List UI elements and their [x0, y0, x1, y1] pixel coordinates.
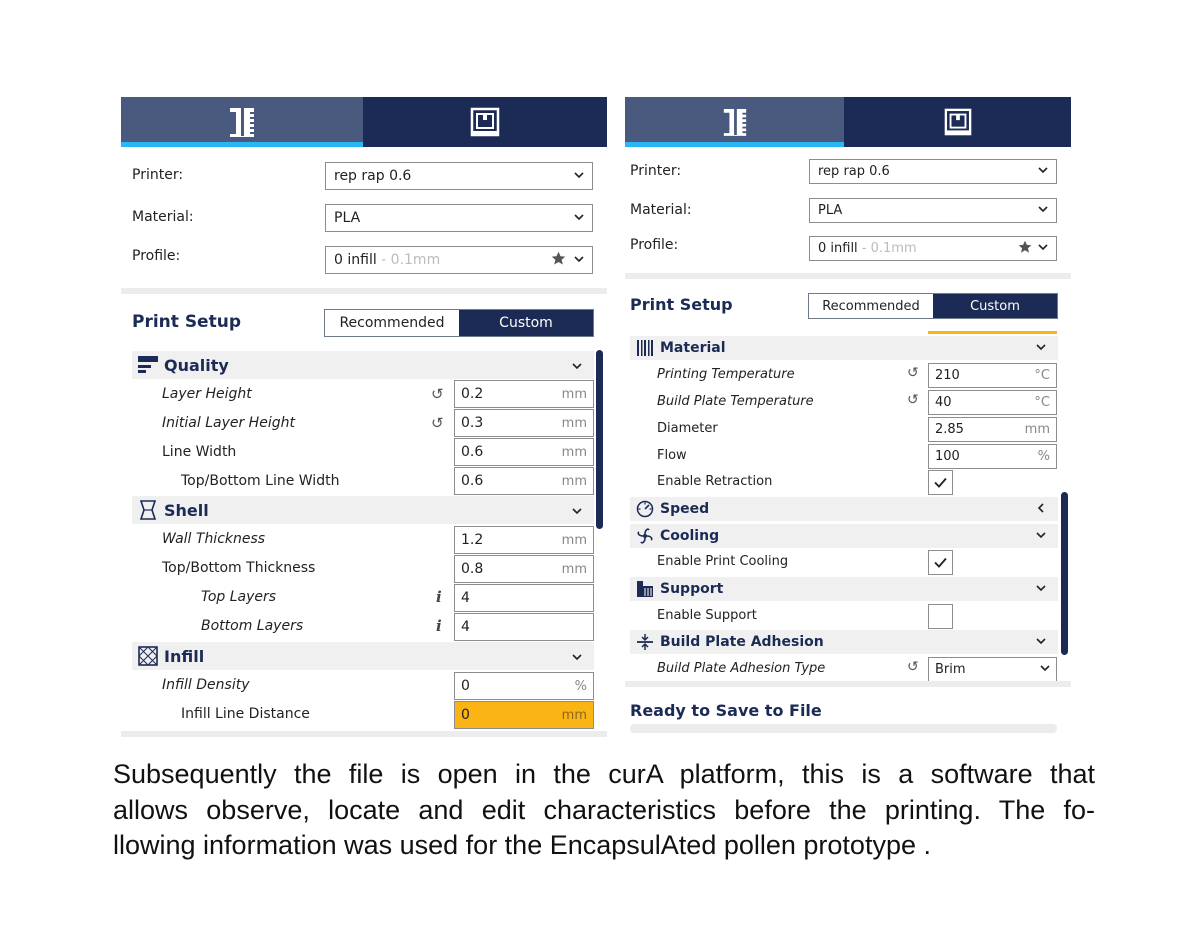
divider: [121, 731, 607, 737]
category-shell-label: Shell: [164, 500, 209, 520]
diameter-input[interactable]: [928, 417, 1057, 442]
print-setup-title: Print Setup: [132, 312, 241, 332]
top-bottom-line-width-input[interactable]: [454, 467, 594, 495]
printing-temperature-unit: °C: [1034, 368, 1050, 383]
flow-input[interactable]: [928, 444, 1057, 469]
recommended-button[interactable]: Recommended: [809, 294, 933, 318]
setting-top-bottom-line-width-label: Top/Bottom Line Width: [181, 473, 340, 489]
custom-button[interactable]: Custom: [933, 294, 1057, 318]
top-bottom-thickness-unit: mm: [561, 561, 587, 577]
material-value: PLA: [334, 210, 361, 226]
category-quality-label: Quality: [164, 355, 229, 375]
printer-value: rep rap 0.6: [818, 164, 890, 179]
initial-layer-height-input[interactable]: [454, 409, 594, 437]
category-support-label: Support: [660, 581, 724, 597]
category-adhesion-label: Build Plate Adhesion: [660, 634, 824, 650]
chevron-down-icon: [572, 501, 582, 520]
top-bottom-line-width-value: 0.6: [461, 473, 484, 489]
top-layers-input[interactable]: [454, 584, 594, 612]
setting-build-plate-temperature-label: Build Plate Temperature: [657, 394, 814, 409]
reset-icon[interactable]: ↺: [907, 659, 919, 675]
infill-line-distance-value: 0: [461, 707, 470, 723]
print-setup-tab[interactable]: [121, 97, 363, 147]
print-setup-title: Print Setup: [630, 295, 733, 314]
profile-suffix: - 0.1mm: [376, 252, 441, 268]
star-icon[interactable]: [551, 251, 566, 270]
divider: [625, 273, 1071, 279]
bottom-layers-value: 4: [461, 619, 470, 635]
category-cooling[interactable]: [630, 524, 1058, 548]
print-setup-icon: [722, 108, 748, 136]
diameter-unit: mm: [1024, 422, 1050, 437]
setting-infill-line-distance-label: Infill Line Distance: [181, 706, 310, 722]
bottom-layers-input[interactable]: [454, 613, 594, 641]
chevron-down-icon: [572, 647, 582, 666]
setting-initial-layer-height-label: Initial Layer Height: [162, 415, 295, 431]
category-speed[interactable]: [630, 497, 1058, 521]
profile-label: Profile:: [630, 237, 679, 253]
star-icon[interactable]: [1018, 240, 1032, 258]
divider: [121, 288, 607, 294]
mode-toggle: [808, 293, 1058, 319]
build-plate-temperature-value: 40: [935, 395, 952, 410]
info-icon[interactable]: i: [436, 617, 442, 635]
top-layers-value: 4: [461, 590, 470, 606]
chevron-down-icon: [1036, 528, 1046, 544]
chevron-down-icon: [1038, 164, 1048, 179]
printing-temperature-value: 210: [935, 368, 960, 383]
divider: [625, 681, 1071, 687]
reset-icon[interactable]: ↺: [907, 392, 919, 408]
profile-select[interactable]: [325, 246, 593, 274]
category-support[interactable]: [630, 577, 1058, 601]
setting-layer-height-label: Layer Height: [162, 386, 252, 402]
setting-infill-density-label: Infill Density: [162, 677, 250, 693]
profile-value: 0 infill: [818, 241, 858, 256]
line-width-input[interactable]: [454, 438, 594, 466]
material-label: Material:: [630, 202, 692, 218]
active-tab-indicator: [121, 142, 363, 147]
custom-button[interactable]: Custom: [459, 310, 593, 336]
category-infill[interactable]: [132, 642, 594, 670]
layer-height-unit: mm: [561, 386, 587, 402]
checkmark-icon: [934, 553, 947, 572]
infill-line-distance-unit: mm: [561, 707, 587, 723]
infill-icon: [138, 646, 158, 666]
quality-icon: [138, 356, 158, 374]
enable-retraction-checkbox[interactable]: [928, 470, 953, 495]
setting-line-width-label: Line Width: [162, 444, 237, 460]
build-plate-adhesion-type-value: Brim: [935, 662, 966, 677]
right-panel: [625, 97, 1071, 737]
progress-bar: [630, 724, 1057, 733]
shell-icon: [138, 500, 158, 520]
chevron-down-icon: [1036, 634, 1046, 650]
printer-select[interactable]: [325, 162, 593, 190]
category-build-plate-adhesion[interactable]: [630, 630, 1058, 654]
category-material-label: Material: [660, 340, 726, 356]
material-value: PLA: [818, 203, 843, 218]
adhesion-icon: [636, 633, 654, 651]
chevron-left-icon: [1036, 501, 1046, 517]
printer-label: Printer:: [630, 163, 682, 179]
category-quality[interactable]: [132, 351, 594, 379]
caption-line-1: Subsequently the file is open in the curA platform, this is a software that: [113, 759, 1095, 789]
setting-enable-support-label: Enable Support: [657, 608, 757, 623]
ready-to-save-status: Ready to Save to File: [630, 701, 822, 720]
material-icon: [636, 339, 654, 357]
category-speed-label: Speed: [660, 501, 710, 517]
scrollbar[interactable]: [1061, 492, 1068, 655]
left-panel: [121, 97, 607, 737]
layer-height-input[interactable]: [454, 380, 594, 408]
scrollbar[interactable]: [596, 350, 603, 529]
left-topbar: [121, 97, 607, 147]
printer-label: Printer:: [132, 167, 184, 183]
profile-value: 0 infill: [334, 252, 377, 268]
setting-top-bottom-thickness-label: Top/Bottom Thickness: [162, 560, 316, 576]
top-bottom-thickness-value: 0.8: [461, 561, 484, 577]
flow-unit: %: [1037, 449, 1050, 464]
line-width-unit: mm: [561, 444, 587, 460]
setting-build-plate-adhesion-type-label: Build Plate Adhesion Type: [657, 661, 826, 676]
support-icon: [636, 580, 654, 598]
wall-thickness-input[interactable]: [454, 526, 594, 554]
initial-layer-height-unit: mm: [561, 415, 587, 431]
material-label: Material:: [132, 209, 194, 225]
reset-icon[interactable]: ↺: [431, 414, 444, 432]
info-icon[interactable]: i: [436, 588, 442, 606]
infill-line-distance-input[interactable]: [454, 701, 594, 729]
setting-bottom-layers-label: Bottom Layers: [201, 618, 304, 634]
top-bottom-thickness-input[interactable]: [454, 555, 594, 583]
monitor-tab[interactable]: [844, 97, 1071, 147]
setting-printing-temperature-label: Printing Temperature: [657, 367, 795, 382]
enable-print-cooling-checkbox[interactable]: [928, 550, 953, 575]
category-material[interactable]: [630, 336, 1058, 360]
active-tab-indicator: [625, 142, 844, 147]
profile-label: Profile:: [132, 248, 181, 264]
setting-flow-label: Flow: [657, 448, 687, 463]
material-select[interactable]: [325, 204, 593, 232]
top-bottom-line-width-unit: mm: [561, 473, 587, 489]
warning-strip: [928, 331, 1057, 334]
build-plate-temperature-unit: °C: [1034, 395, 1050, 410]
monitor-tab[interactable]: [363, 97, 607, 147]
printing-temperature-input[interactable]: [928, 363, 1057, 388]
figure-caption: [113, 757, 1095, 864]
infill-density-unit: %: [574, 678, 587, 694]
initial-layer-height-value: 0.3: [461, 415, 484, 431]
setting-diameter-label: Diameter: [657, 421, 718, 436]
chevron-down-icon: [1036, 340, 1046, 356]
line-width-value: 0.6: [461, 444, 484, 460]
enable-support-checkbox[interactable]: [928, 604, 953, 629]
infill-density-value: 0: [461, 678, 470, 694]
build-plate-temperature-input[interactable]: [928, 390, 1057, 415]
chevron-down-icon: [574, 252, 584, 268]
reset-icon[interactable]: ↺: [907, 365, 919, 381]
layer-height-value: 0.2: [461, 386, 484, 402]
printer-value: rep rap 0.6: [334, 168, 412, 184]
setting-enable-print-cooling-label: Enable Print Cooling: [657, 554, 789, 569]
category-infill-label: Infill: [164, 646, 205, 666]
monitor-icon: [470, 107, 500, 137]
speed-icon: [636, 500, 654, 518]
category-shell[interactable]: [132, 496, 594, 524]
checkmark-icon: [934, 473, 947, 492]
cooling-icon: [636, 527, 654, 545]
printer-select[interactable]: [809, 159, 1057, 184]
reset-icon[interactable]: ↺: [431, 385, 444, 403]
setting-wall-thickness-label: Wall Thickness: [162, 531, 266, 547]
chevron-down-icon: [574, 210, 584, 226]
category-cooling-label: Cooling: [660, 528, 720, 544]
infill-density-input[interactable]: [454, 672, 594, 700]
chevron-down-icon: [1036, 581, 1046, 597]
right-topbar: [625, 97, 1071, 147]
print-setup-tab[interactable]: [625, 97, 844, 147]
setting-top-layers-label: Top Layers: [201, 589, 277, 605]
chevron-down-icon: [1040, 662, 1050, 677]
chevron-down-icon: [1038, 203, 1048, 218]
monitor-icon: [944, 108, 972, 136]
build-plate-adhesion-type-select[interactable]: [928, 657, 1057, 682]
flow-value: 100: [935, 449, 960, 464]
diameter-value: 2.85: [935, 422, 964, 437]
setting-enable-retraction-label: Enable Retraction: [657, 474, 773, 489]
print-setup-icon: [228, 107, 256, 137]
material-select[interactable]: [809, 198, 1057, 223]
caption-line-3: llowing information was used for the EncapsulAted pollen prototype .: [113, 830, 931, 860]
profile-suffix: - 0.1mm: [857, 241, 917, 256]
chevron-down-icon: [572, 356, 582, 375]
wall-thickness-value: 1.2: [461, 532, 484, 548]
wall-thickness-unit: mm: [561, 532, 587, 548]
chevron-down-icon: [1038, 241, 1048, 256]
recommended-button[interactable]: Recommended: [325, 310, 459, 336]
profile-select[interactable]: [809, 236, 1057, 261]
caption-line-2: allows observe, locate and edit characteristics before the printing. The fo-: [113, 794, 1095, 825]
mode-toggle: [324, 309, 594, 337]
chevron-down-icon: [574, 168, 584, 184]
